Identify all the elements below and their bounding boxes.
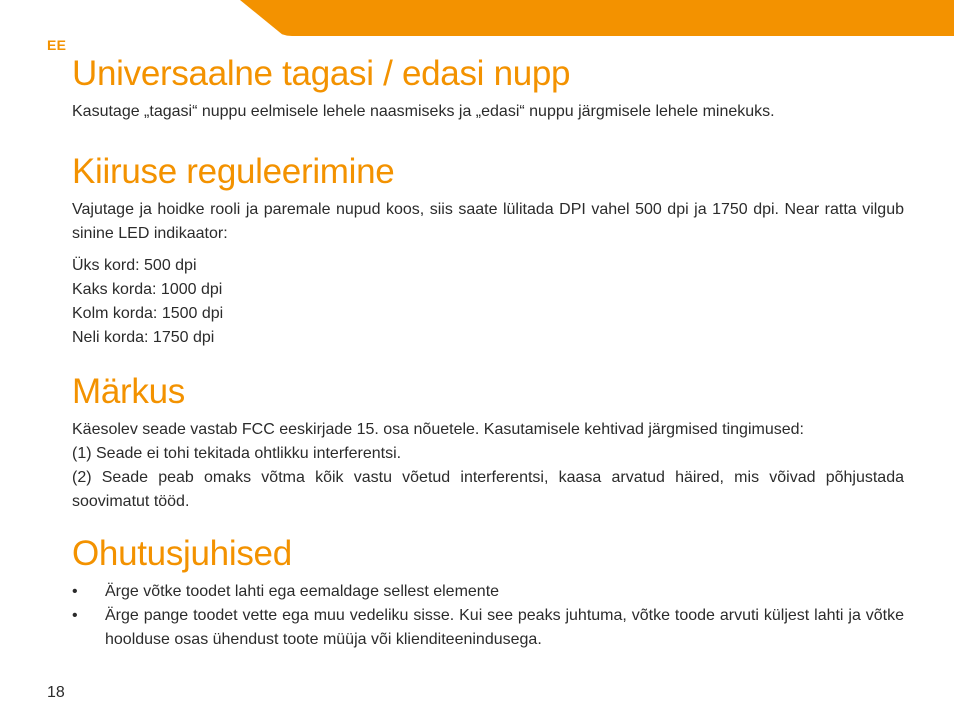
- list-item-text: Ärge võtke toodet lahti ega eemaldage sellest elemente: [105, 583, 500, 600]
- dpi-line: Kaks korda: 1000 dpi: [72, 281, 223, 298]
- note-line: (2) Seade peab omaks võtma kõik vastu võetud interferentsi, kaasa arvatud häired, mis võivad põhjustada soovimatut tööd.: [72, 469, 904, 510]
- page-content: [72, 54, 904, 652]
- section-title-note: Märkus: [72, 372, 185, 411]
- note-line: Käesolev seade vastab FCC eeskirjade 15. osa nõuetele. Kasutamisele kehtivad järgmised tingimused:: [72, 421, 804, 438]
- section-title-speed: Kiiruse reguleerimine: [72, 152, 395, 191]
- dpi-line: Neli korda: 1750 dpi: [72, 329, 215, 346]
- language-tag: EE: [47, 37, 67, 53]
- speed-text: Vajutage ja hoidke rooli ja paremale nupud koos, siis saate lülitada DPI vahel 500 dpi ja 1750 dpi. Near ratta vilgub sinine LED indikaator:: [72, 201, 904, 242]
- section-back-forward: [72, 54, 904, 124]
- bullet-icon: •: [72, 583, 78, 600]
- section-speed: [72, 152, 904, 350]
- dpi-line: Kolm korda: 1500 dpi: [72, 305, 224, 322]
- dpi-list: [72, 254, 904, 350]
- bullet-icon: •: [72, 607, 78, 624]
- section-note: [72, 372, 904, 514]
- back-forward-text: Kasutage „tagasi“ nuppu eelmisele lehele naasmiseks ja „edasi“ nuppu järgmisele lehele minekuks.: [72, 103, 775, 120]
- note-text: [72, 418, 904, 514]
- safety-list: [72, 580, 904, 652]
- list-item-text: Ärge pange toodet vette ega muu vedeliku sisse. Kui see peaks juhtuma, võtke toode arvuti küljest lahti ja võtke hoolduse osas ühendust toote müüja või klienditeenindusega.: [105, 607, 904, 648]
- section-title-back-forward: Universaalne tagasi / edasi nupp: [72, 54, 571, 93]
- note-line: (1) Seade ei tohi tekitada ohtlikku interferentsi.: [72, 445, 402, 462]
- list-item: [72, 604, 904, 652]
- section-safety: [72, 534, 904, 652]
- page-number: 18: [47, 684, 65, 701]
- list-item: [72, 580, 904, 604]
- header-orange-band: [240, 0, 954, 36]
- section-title-safety: Ohutusjuhised: [72, 534, 292, 573]
- dpi-line: Üks kord: 500 dpi: [72, 257, 197, 274]
